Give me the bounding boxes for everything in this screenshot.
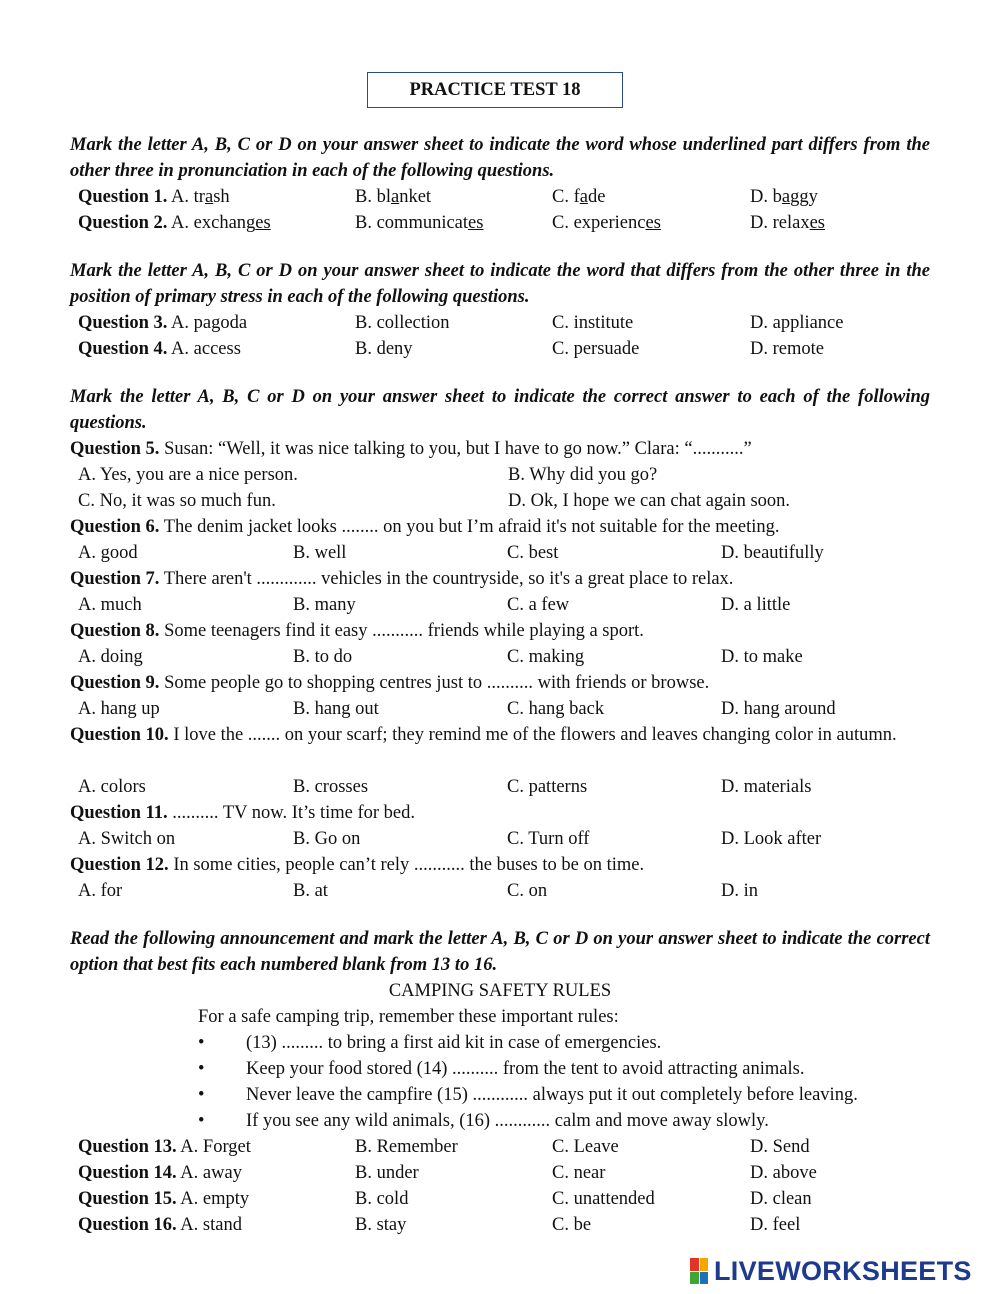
option-c[interactable]: C. fade <box>552 187 606 207</box>
question-12-stem: Question 12. In some cities, people can’t rely ........... the buses to be on time. <box>70 855 645 875</box>
q10-option-c[interactable]: C. patterns <box>507 777 588 797</box>
question-11-stem: Question 11. .......... TV now. It’s time for bed. <box>70 803 416 823</box>
option-a[interactable]: A. exchanges <box>171 213 271 233</box>
announcement-heading: CAMPING SAFETY RULES <box>388 981 612 1001</box>
q5-option-d[interactable]: D. Ok, I hope we can chat again soon. <box>508 491 791 511</box>
question-label: Question 14. <box>78 1163 177 1183</box>
option-d[interactable]: D. Send <box>750 1137 810 1157</box>
option-c[interactable]: C. Leave <box>552 1137 619 1157</box>
question-10-stem: Question 10. I love the ....... on your scarf; they remind me of the flowers and leaves changing color in autumn. <box>70 725 897 745</box>
q9-option-d[interactable]: D. hang around <box>721 699 836 719</box>
q5-option-b[interactable]: B. Why did you go? <box>508 465 658 485</box>
page-title: PRACTICE TEST 18 <box>367 72 623 108</box>
q5-option-c[interactable]: C. No, it was so much fun. <box>78 491 276 511</box>
question-7-stem: Question 7. There aren't ............. vehicles in the countryside, so it's a great place to relax. <box>70 569 734 589</box>
question-9-stem: Question 9. Some people go to shopping centres just to .......... with friends or browse. <box>70 673 710 693</box>
q12-option-a[interactable]: A. for <box>78 881 123 901</box>
q7-option-d[interactable]: D. a little <box>721 595 791 615</box>
liveworksheets-logo-icon <box>690 1258 708 1284</box>
option-a[interactable]: A. access <box>171 339 241 359</box>
option-a[interactable]: A. empty <box>180 1189 250 1209</box>
option-a[interactable]: A. Forget <box>180 1137 251 1157</box>
bullet-dot: • <box>198 1059 205 1079</box>
bullet-item: Never leave the campfire (15) ............ always put it out completely before leaving. <box>246 1085 858 1105</box>
q7-option-c[interactable]: C. a few <box>507 595 570 615</box>
q12-option-b[interactable]: B. at <box>293 881 328 901</box>
q6-option-c[interactable]: C. best <box>507 543 559 563</box>
question-label: Question 2. <box>78 213 168 233</box>
option-d[interactable]: D. feel <box>750 1215 801 1235</box>
question-5-stem: Question 5. Susan: “Well, it was nice talking to you, but I have to go now.” Clara: “...........” <box>70 439 752 459</box>
bullet-dot: • <box>198 1033 205 1053</box>
q9-option-b[interactable]: B. hang out <box>293 699 379 719</box>
liveworksheets-logo <box>690 1255 972 1287</box>
q10-option-d[interactable]: D. materials <box>721 777 812 797</box>
q12-option-c[interactable]: C. on <box>507 881 548 901</box>
option-d[interactable]: D. clean <box>750 1189 812 1209</box>
question-6-stem: Question 6. The denim jacket looks ........ on you but I’m afraid it's not suitable for the meeting. <box>70 517 780 537</box>
q11-option-d[interactable]: D. Look after <box>721 829 822 849</box>
option-b[interactable]: B. Remember <box>355 1137 458 1157</box>
q10-option-b[interactable]: B. crosses <box>293 777 369 797</box>
bullet-item: (13) ......... to bring a first aid kit in case of emergencies. <box>246 1033 662 1053</box>
option-a[interactable]: A. stand <box>180 1215 242 1235</box>
q10-option-a[interactable]: A. colors <box>78 777 146 797</box>
option-c[interactable]: C. institute <box>552 313 634 333</box>
question-label: Question 15. <box>78 1189 177 1209</box>
option-d[interactable]: D. appliance <box>750 313 844 333</box>
option-b[interactable]: B. collection <box>355 313 450 333</box>
q11-option-c[interactable]: C. Turn off <box>507 829 590 849</box>
announcement-intro: For a safe camping trip, remember these important rules: <box>198 1007 619 1027</box>
option-d[interactable]: D. baggy <box>750 187 818 207</box>
bullet-dot: • <box>198 1085 205 1105</box>
option-b[interactable]: B. deny <box>355 339 413 359</box>
q8-option-b[interactable]: B. to do <box>293 647 353 667</box>
q6-option-d[interactable]: D. beautifully <box>721 543 824 563</box>
bullet-dot: • <box>198 1111 205 1131</box>
option-a[interactable]: A. away <box>180 1163 242 1183</box>
option-d[interactable]: D. remote <box>750 339 824 359</box>
bullet-item: Keep your food stored (14) .......... from the tent to avoid attracting animals. <box>246 1059 805 1079</box>
question-label: Question 3. <box>78 313 168 333</box>
instruction-pronunciation: Mark the letter A, B, C or D on your answer sheet to indicate the word whose underlined part differs from the other three in pronunciation in each of the following questions. <box>70 135 930 181</box>
instruction-announcement: Read the following announcement and mark the letter A, B, C or D on your answer sheet to indicate the correct option that best fits each numbered blank from 13 to 16. <box>70 929 930 975</box>
option-d[interactable]: D. above <box>750 1163 817 1183</box>
option-c[interactable]: C. experiences <box>552 213 661 233</box>
question-8-stem: Question 8. Some teenagers find it easy ........... friends while playing a sport. <box>70 621 644 641</box>
option-c[interactable]: C. be <box>552 1215 592 1235</box>
option-b[interactable]: B. blanket <box>355 187 432 207</box>
option-a[interactable]: A. pagoda <box>171 313 248 333</box>
q8-option-d[interactable]: D. to make <box>721 647 803 667</box>
option-b[interactable]: B. under <box>355 1163 419 1183</box>
q5-option-a[interactable]: A. Yes, you are a nice person. <box>78 465 298 485</box>
instruction-correct-answer: Mark the letter A, B, C or D on your answer sheet to indicate the correct answer to each of the following questions. <box>70 387 930 433</box>
question-label: Question 16. <box>78 1215 177 1235</box>
q7-option-b[interactable]: B. many <box>293 595 356 615</box>
option-b[interactable]: B. cold <box>355 1189 409 1209</box>
question-label: Question 13. <box>78 1137 177 1157</box>
q9-option-a[interactable]: A. hang up <box>78 699 160 719</box>
question-label: Question 1. <box>78 187 168 207</box>
q9-option-c[interactable]: C. hang back <box>507 699 605 719</box>
q8-option-a[interactable]: A. doing <box>78 647 143 667</box>
q12-option-d[interactable]: D. in <box>721 881 758 901</box>
option-c[interactable]: C. persuade <box>552 339 640 359</box>
instruction-stress: Mark the letter A, B, C or D on your answer sheet to indicate the word that differs from the other three in the position of primary stress in each of the following questions. <box>70 261 930 307</box>
q6-option-b[interactable]: B. well <box>293 543 347 563</box>
logo-text: LIVEWORKSHEETS <box>714 1255 972 1286</box>
q8-option-c[interactable]: C. making <box>507 647 585 667</box>
bullet-item: If you see any wild animals, (16) ............ calm and move away slowly. <box>246 1111 769 1131</box>
option-b[interactable]: B. stay <box>355 1215 407 1235</box>
option-d[interactable]: D. relaxes <box>750 213 826 233</box>
q11-option-a[interactable]: A. Switch on <box>78 829 176 849</box>
option-b[interactable]: B. communicates <box>355 213 484 233</box>
question-label: Question 4. <box>78 339 168 359</box>
option-c[interactable]: C. near <box>552 1163 606 1183</box>
q7-option-a[interactable]: A. much <box>78 595 142 615</box>
option-c[interactable]: C. unattended <box>552 1189 655 1209</box>
q11-option-b[interactable]: B. Go on <box>293 829 361 849</box>
option-a[interactable]: A. trash <box>171 187 230 207</box>
q6-option-a[interactable]: A. good <box>78 543 138 563</box>
